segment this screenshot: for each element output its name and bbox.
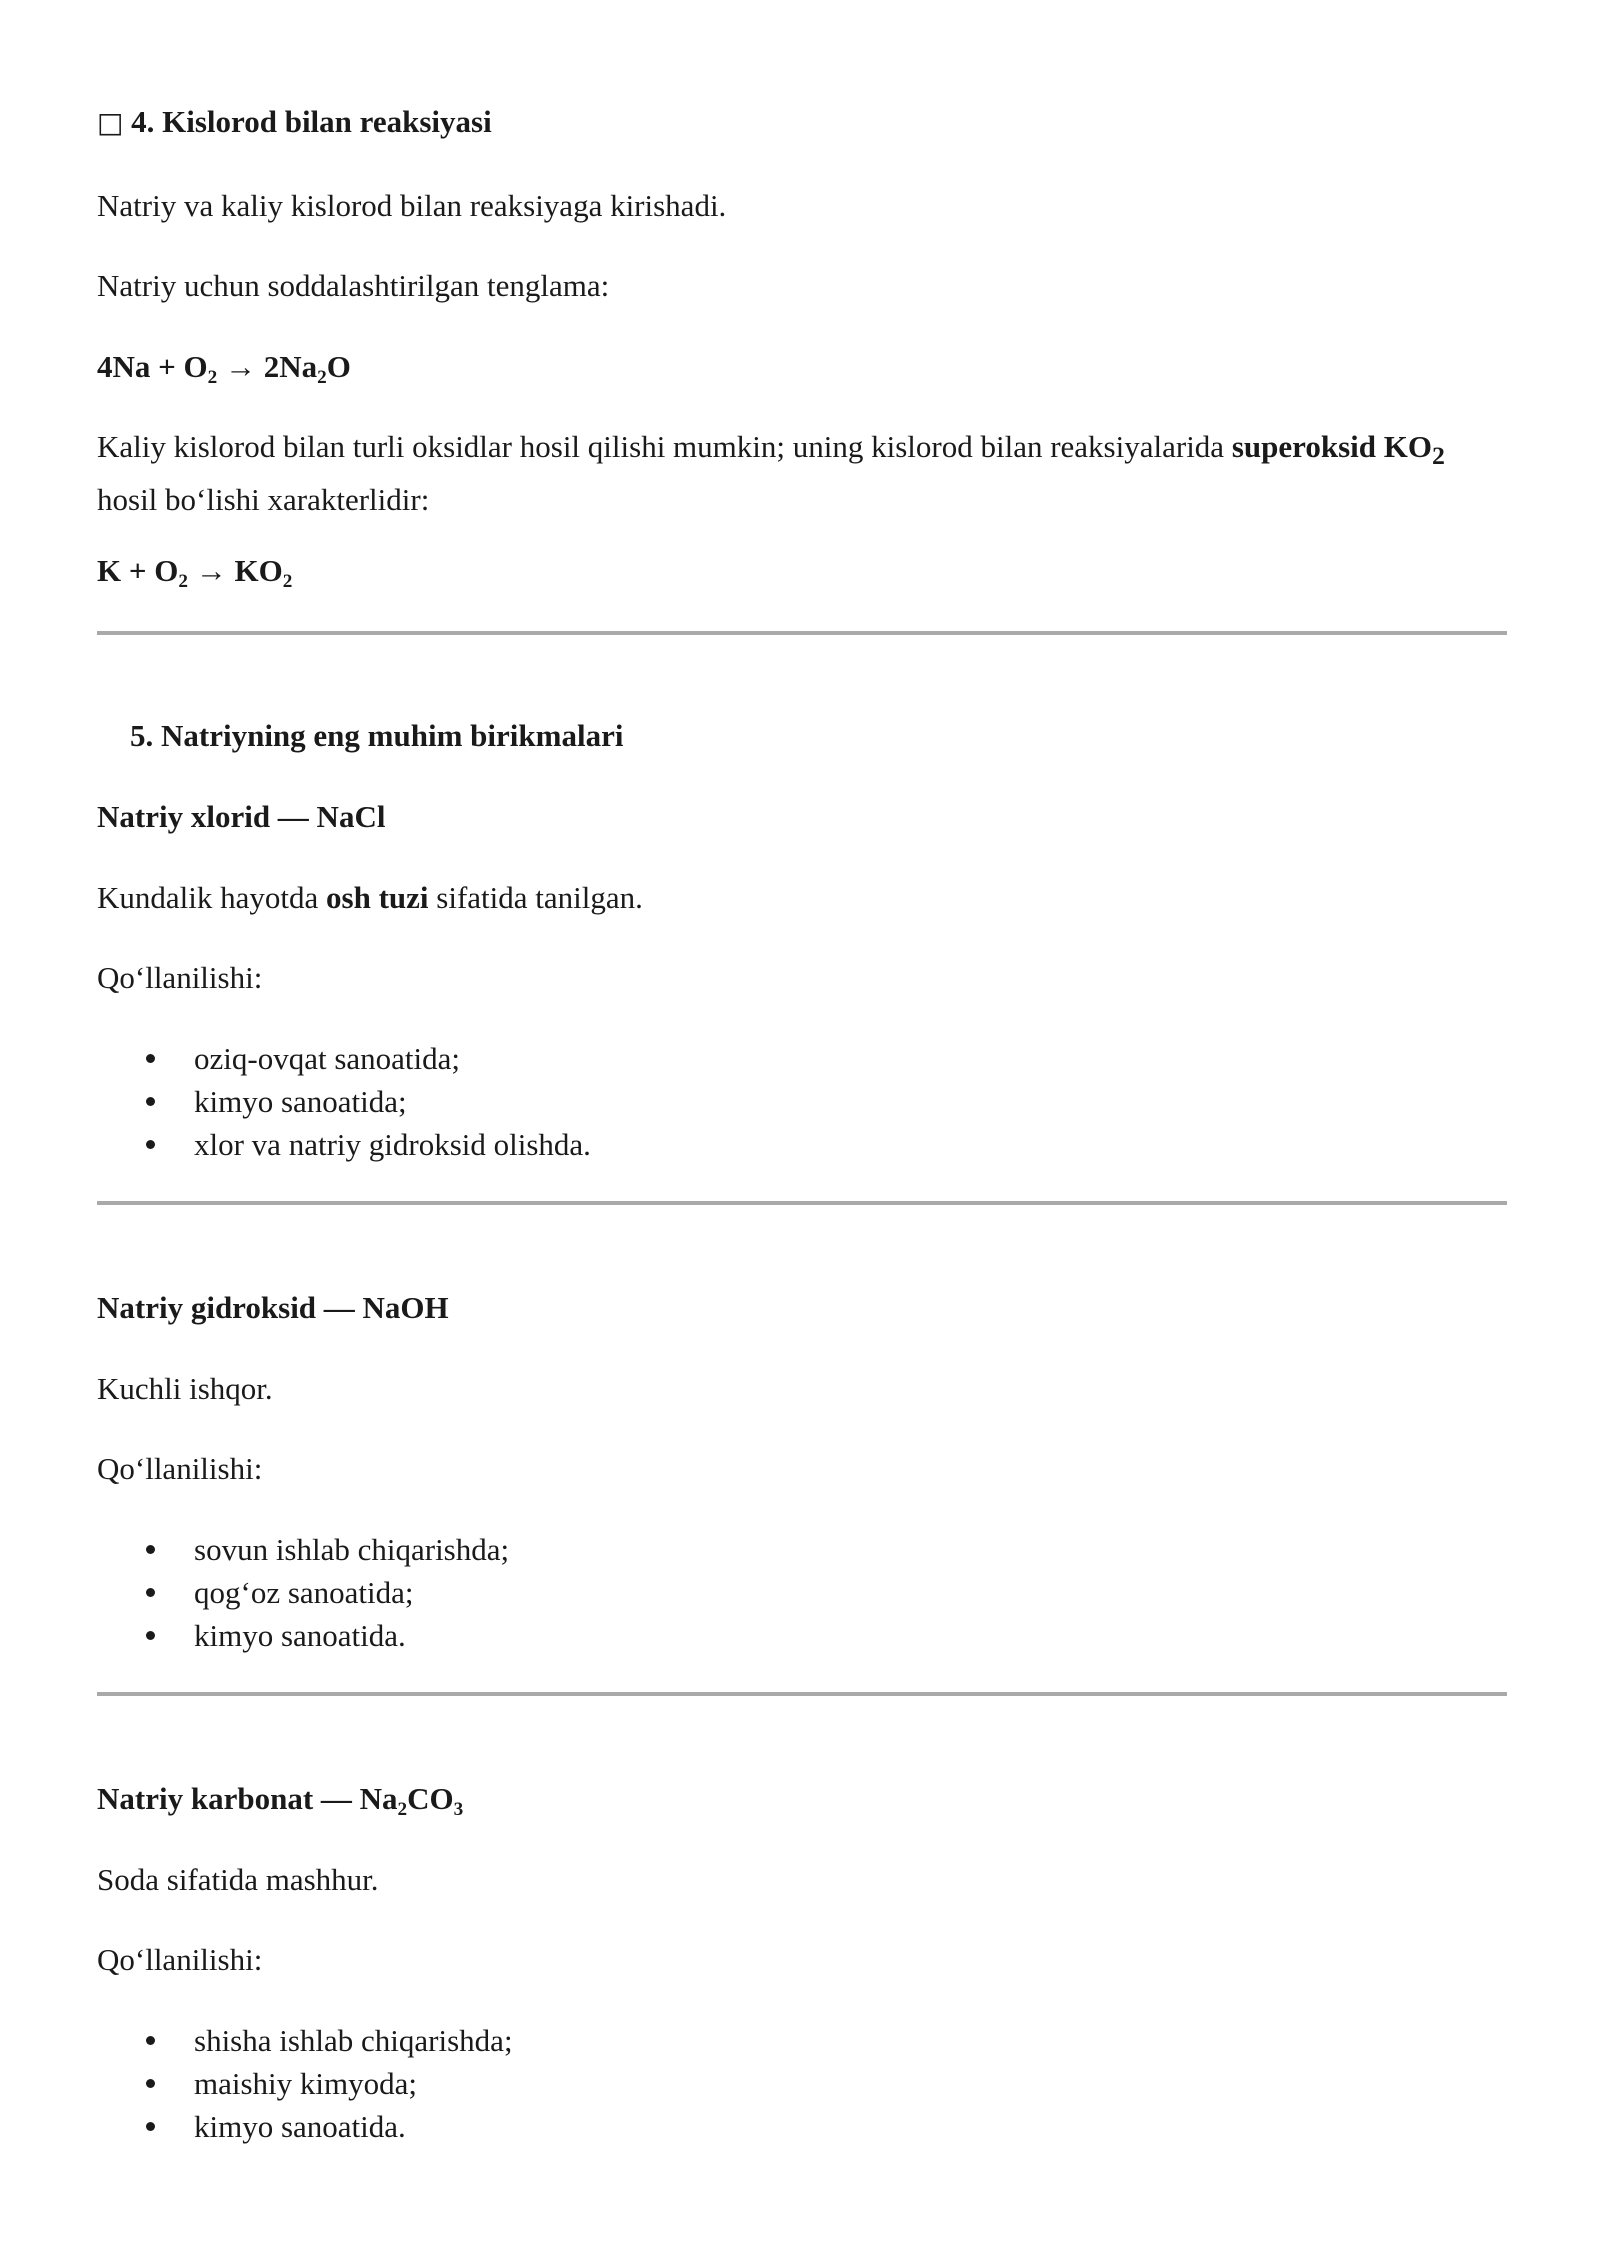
na2co3-description: Soda sifatida mashhur.: [97, 1862, 379, 1897]
naoh-uses-label: Qo‘llanilishi:: [97, 1451, 263, 1486]
nacl-heading: Natriy xlorid — NaCl: [97, 799, 386, 834]
na2co3-heading: Natriy karbonat — $Na_2CO_3$: [97, 1781, 464, 1821]
divider: [97, 631, 1507, 635]
nacl-uses-label: Qo‘llanilishi:: [97, 960, 263, 995]
potassium-oxygen-equation: $K + O_2 \to KO_2$: [97, 553, 293, 593]
list-item: shisha ishlab chiqarishda;: [97, 2025, 513, 2068]
list-item: xlor va natriy gidroksid olishda.: [97, 1129, 591, 1172]
naoh-uses-list: [97, 1534, 509, 1663]
section-4-intro: Natriy va kaliy kislorod bilan reaksiyaga kirishadi.: [97, 188, 727, 223]
nacl-uses-list: [97, 1043, 591, 1172]
list-item: qog‘oz sanoatida;: [97, 1577, 509, 1620]
naoh-heading: Natriy gidroksid — NaOH: [97, 1290, 449, 1325]
divider: [97, 1201, 1507, 1205]
list-item: sovun ishlab chiqarishda;: [97, 1534, 509, 1577]
divider: [97, 1692, 1507, 1696]
list-item: oziq-ovqat sanoatida;: [97, 1043, 591, 1086]
list-item: maishiy kimyoda;: [97, 2068, 513, 2111]
section-4-heading: [97, 106, 492, 137]
potassium-paragraph: Kaliy kislorod bilan turli oksidlar hosil qilishi mumkin; uning kislorod bilan reaksiyalarida superoksid $KO_2$ hosil bo‘lishi xarakterlidir:: [97, 429, 1445, 518]
section-5-heading: 5. Natriyning eng muhim birikmalari: [130, 718, 624, 753]
nacl-description: Kundalik hayotda osh tuzi sifatida tanilgan.: [97, 880, 643, 915]
sodium-oxygen-equation: $4Na + O_2 \to 2Na_2O$: [97, 349, 351, 389]
superoxide-term: superoksid $KO_2$: [1231, 429, 1445, 471]
missing-glyph-icon: □: [97, 106, 124, 139]
list-item: kimyo sanoatida.: [97, 2111, 513, 2154]
list-item: kimyo sanoatida.: [97, 1620, 509, 1663]
section-4-title: 4. Kislorod bilan reaksiyasi: [131, 104, 492, 139]
naoh-description: Kuchli ishqor.: [97, 1371, 273, 1406]
sodium-equation-label: Natriy uchun soddalashtirilgan tenglama:: [97, 268, 610, 303]
na2co3-uses-list: [97, 2025, 513, 2154]
na2co3-uses-label: Qo‘llanilishi:: [97, 1942, 263, 1977]
list-item: kimyo sanoatida;: [97, 1086, 591, 1129]
